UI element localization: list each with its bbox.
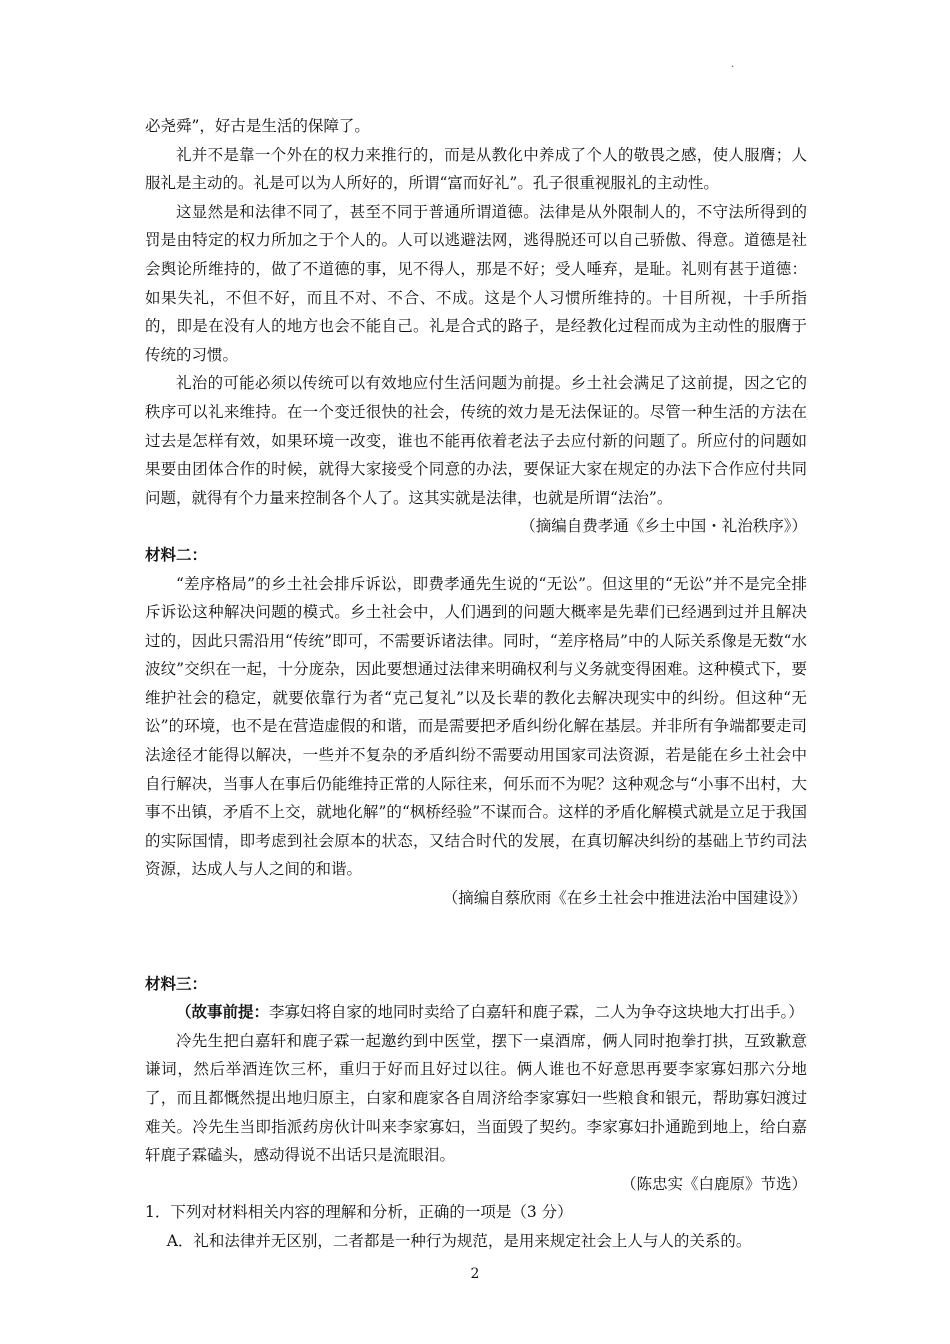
source-citation: （摘编自蔡欣雨《在乡土社会中推进法治中国建设》） bbox=[442, 889, 807, 908]
paragraph: 这显然是和法律不同了，甚至不同于普通所谓道德。法律是从外限制人的，不守法所得到的罚是由特定的权力所加之于个人的。人可以逃避法网，逃得脱还可以自己骄傲、得意。道德是社会舆论所维持的，做了不道德的事，见不得人，那是不好；受人唾弃，是耻。礼则有甚于道德：如果失礼，不但不好，而且不对、不合、不成。这是个人习惯所维持的。十目所视，十手所指的，即是在没有人的地方也会不能自己。礼是合式的路子，是经教化过程而成为主动性的服膺于传统的习惯。 bbox=[145, 202, 807, 364]
story-premise bbox=[145, 998, 807, 1027]
paragraph: 礼并不是靠一个外在的权力来推行的，而是从教化中养成了个人的敬畏之感，使人服膺；人服礼是主动的。礼是可以为人所好的，所谓“富而好礼”。孔子很重视服礼的主动性。 bbox=[145, 145, 807, 193]
material-heading: 材料二： bbox=[145, 545, 208, 564]
paragraph: 冷先生把白嘉轩和鹿子霖一起邀约到中医堂，摆下一桌酒席，俩人同时抱拳打拱，互致歉意谦词，然后举酒连饮三杯，重归于好而且好过以往。俩人谁也不好意思再要李家寡妇那六分地了，而且都慨然提出地归原主，白家和鹿家各自周济给李家寡妇一些粮食和银元，帮助寡妇渡过难关。冷先生当即指派药房伙计叫来李家寡妇，当面毁了契约。李家寡妇扑通跪到地上，给白嘉轩鹿子霖磕头，感动得说不出话只是流眼泪。 bbox=[145, 1031, 807, 1165]
paragraph-continuation: 必尧舜”，好古是生活的保障了。 bbox=[145, 117, 370, 135]
document-body bbox=[145, 112, 807, 1256]
source-citation: （陈忠实《白鹿原》节选） bbox=[620, 1174, 807, 1193]
paragraph: “差序格局”的乡土社会排斥诉讼，即费孝通先生说的“无讼”。但这里的“无讼”并不是完全排斥诉讼这种解决问题的模式。乡土社会中，人们遇到的问题大概率是先辈们已经遇到过并且解决过的，因此只需沿用“传统”即可，不需要诉诸法律。同时，“差序格局”中的人际关系像是无数“水波纹”交织在一起，十分庞杂，因此要想通过法律来明确权利与义务就变得困难。这种模式下，要维护社会的稳定，就要依靠行为者“克己复礼”以及长辈的教化去解决现实中的纠纷。但这种“无讼”的环境，也不是在营造虚假的和谐，而是需要把矛盾纠纷化解在基层。并非所有争端都要走司法途径才能得以解决，一些并不复杂的矛盾纠纷不需要动用国家司法资源，若是能在乡土社会中自行解决，当事人在事后仍能维持正常的人际往来，何乐而不为呢？这种观念与“小事不出村，大事不出镇，矛盾不上交，就地化解”的“枫桥经验”不谋而合。这样的矛盾化解模式就是立足于我国的实际国情，即考虑到社会原本的状态，又结合时代的发展，在真切解决纠纷的基础上节约司法资源，达成人与人之间的和谐。 bbox=[145, 574, 807, 879]
premise-text: 李寡妇将自家的地同时卖给了白嘉轩和鹿子霖，二人为争夺这块地大打出手。） bbox=[269, 1003, 804, 1022]
top-mark: · bbox=[731, 62, 735, 73]
paragraph: 礼治的可能必须以传统可以有效地应付生活问题为前提。乡土社会满足了这前提，因之它的秩序可以礼来维持。在一个变迁很快的社会，传统的效力是无法保证的。尽管一种生活的方法在过去是怎样有效，如果环境一改变，谁也不能再依着老法子去应付新的问题了。所应付的问题如果要由团体合作的时候，就得大家接受个同意的办法，要保证大家在规定的办法下合作应付共同问题，就得有个力量来控制各个人了。这其实就是法律，也就是所谓“法治”。 bbox=[145, 374, 807, 507]
premise-label: （故事前提： bbox=[176, 1003, 270, 1022]
question-stem: 1．下列对材料相关内容的理解和分析，正确的一项是（3 分） bbox=[145, 1203, 573, 1222]
material-heading: 材料三： bbox=[145, 974, 208, 993]
spacer bbox=[145, 913, 807, 970]
source-citation: （摘编自费孝通《乡土中国・礼治秩序》） bbox=[520, 517, 807, 536]
option-a: A．礼和法律并无区别，二者都是一种行为规范，是用来规定社会上人与人的关系的。 bbox=[166, 1231, 752, 1250]
page-number: 2 bbox=[470, 1266, 480, 1282]
